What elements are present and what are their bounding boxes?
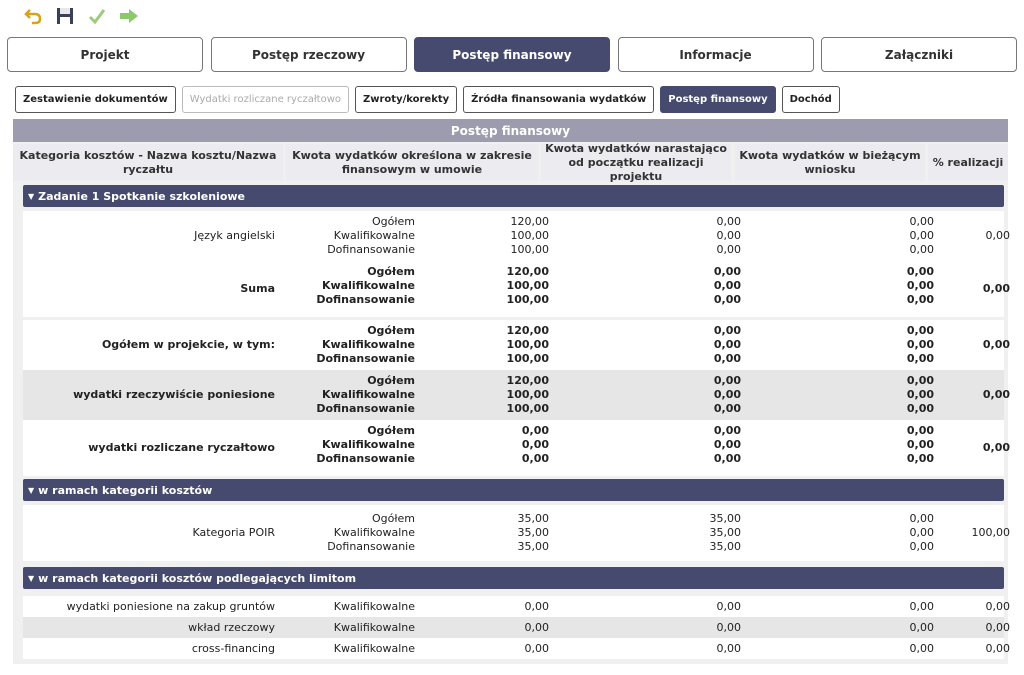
amount: 0,00 (906, 293, 934, 306)
group-cost-categories-label: w ramach kategorii kosztów (38, 483, 213, 497)
amount: 0,00 (906, 374, 934, 387)
finance-table (13, 119, 1008, 664)
amount: 100,00 (506, 388, 549, 401)
value-stack (273, 215, 415, 257)
group-task1-label: Zadanie 1 Spotkanie szkoleniowe (38, 189, 246, 203)
tab-postep-rzeczowy[interactable]: Postęp rzeczowy (211, 37, 407, 72)
value-stack (583, 512, 741, 554)
expand-triangle-icon: ▼ (28, 573, 35, 583)
amount: 0,00 (713, 324, 741, 337)
amount: 120,00 (510, 215, 549, 228)
amount: 0,00 (909, 512, 934, 525)
value-stack (273, 265, 415, 307)
pct-value: 0,00 (985, 229, 1010, 242)
amount: 0,00 (909, 243, 934, 256)
main-tabs (7, 37, 1017, 72)
amount: 35,00 (517, 512, 549, 525)
pct-value: 0,00 (982, 388, 1010, 401)
tab-postep-finansowy[interactable]: Postęp finansowy (414, 37, 610, 72)
row-name: wkład rzeczowy (188, 621, 275, 634)
amount: 0,00 (909, 526, 934, 539)
header-contract-amount: Kwota wydatków określona w zakresie finansowym w umowie (286, 144, 538, 181)
header-category: Kategoria kosztów - Nazwa kosztu/Nazwa ryczałtu (13, 144, 283, 181)
amount: 0,00 (909, 540, 934, 553)
value-stack (783, 215, 934, 257)
value-stack (783, 424, 934, 466)
amount: 0,00 (713, 279, 741, 292)
amount: 0,00 (906, 402, 934, 415)
header-cumulative-amount: Kwota wydatków narastająco od początku realizacji projektu (541, 144, 731, 181)
value-stack (423, 215, 549, 257)
row-name: Język angielski (194, 229, 275, 242)
pct-value: 0,00 (982, 441, 1010, 454)
value-label: Ogółem (367, 324, 415, 337)
value-stack (423, 512, 549, 554)
value-stack (783, 512, 934, 554)
value-label: Kwalifikowalne (321, 279, 415, 292)
amount: 100,00 (510, 229, 549, 242)
value-label: Kwalifikowalne (333, 621, 415, 634)
value-stack (273, 324, 415, 366)
amount: 0,00 (713, 424, 741, 437)
header-current-amount: Kwota wydatków w bieżącym wniosku (735, 144, 925, 181)
group-task1[interactable] (23, 185, 1004, 207)
amount: 35,00 (709, 540, 741, 553)
amount: 0,00 (713, 452, 741, 465)
undo-icon[interactable] (22, 5, 44, 27)
amount: 0,00 (524, 621, 549, 634)
value-label: Dofinansowanie (327, 243, 415, 256)
value-label: Kwalifikowalne (321, 388, 415, 401)
subtab-zrodla-finansowania[interactable]: Źródła finansowania wydatków (463, 86, 654, 113)
subtab-zwroty-korekty[interactable]: Zwroty/korekty (355, 86, 457, 113)
value-label: Dofinansowanie (316, 452, 415, 465)
amount: 0,00 (521, 452, 549, 465)
value-stack (583, 324, 741, 366)
table-row (23, 261, 1010, 317)
tab-informacje[interactable]: Informacje (618, 37, 814, 72)
amount: 0,00 (906, 438, 934, 451)
amount: 100,00 (506, 293, 549, 306)
amount: 100,00 (506, 279, 549, 292)
table-row (23, 420, 1010, 476)
row-name: wydatki poniesione na zakup gruntów (66, 600, 275, 613)
amount: 0,00 (713, 293, 741, 306)
value-stack (583, 374, 741, 416)
subtab-wydatki-ryczaltowo: Wydatki rozliczane ryczałtowo (182, 86, 349, 113)
amount: 35,00 (709, 512, 741, 525)
row-name: Kategoria POIR (192, 526, 275, 539)
amount: 0,00 (716, 642, 741, 655)
amount: 0,00 (713, 265, 741, 278)
amount: 0,00 (906, 352, 934, 365)
pct-value: 0,00 (985, 621, 1010, 634)
amount: 0,00 (906, 388, 934, 401)
amount: 0,00 (524, 600, 549, 613)
value-stack (423, 265, 549, 307)
table-row (23, 638, 1010, 659)
row-name: Suma (240, 282, 275, 295)
value-label: Kwalifikowalne (321, 338, 415, 351)
pct-value: 100,00 (971, 526, 1010, 539)
amount: 35,00 (709, 526, 741, 539)
amount: 120,00 (506, 265, 549, 278)
amount: 0,00 (716, 215, 741, 228)
amount: 35,00 (517, 526, 549, 539)
forward-arrow-icon[interactable] (118, 5, 140, 27)
amount: 0,00 (716, 621, 741, 634)
row-name: cross-financing (191, 642, 275, 655)
group-limited-label: w ramach kategorii kosztów podlegających limitom (38, 571, 357, 585)
pct-value: 0,00 (982, 282, 1010, 295)
table-title: Postęp finansowy (13, 119, 1008, 142)
row-name: wydatki rzeczywiście poniesione (73, 388, 275, 401)
pct-value: 0,00 (982, 338, 1010, 351)
amount: 0,00 (521, 424, 549, 437)
value-label: Ogółem (367, 265, 415, 278)
amount: 100,00 (506, 352, 549, 365)
amount: 0,00 (909, 642, 934, 655)
amount: 0,00 (906, 338, 934, 351)
subtab-dochod[interactable]: Dochód (782, 86, 840, 113)
amount: 0,00 (906, 424, 934, 437)
amount: 120,00 (506, 374, 549, 387)
amount: 0,00 (909, 621, 934, 634)
amount: 0,00 (713, 374, 741, 387)
amount: 120,00 (506, 324, 549, 337)
value-stack (273, 374, 415, 416)
subtab-postep-finansowy[interactable]: Postęp finansowy (660, 86, 775, 113)
value-label: Dofinansowanie (316, 293, 415, 306)
table-row (23, 320, 1010, 370)
amount: 0,00 (524, 642, 549, 655)
table-row (23, 596, 1010, 617)
value-stack (423, 424, 549, 466)
group-limited-categories[interactable] (23, 567, 1004, 589)
amount: 100,00 (510, 243, 549, 256)
value-label: Ogółem (367, 424, 415, 437)
value-label: Ogółem (367, 374, 415, 387)
amount: 100,00 (506, 402, 549, 415)
value-label: Kwalifikowalne (333, 526, 415, 539)
amount: 0,00 (716, 600, 741, 613)
table-row (23, 505, 1010, 561)
row-name: wydatki rozliczane ryczałtowo (88, 441, 275, 454)
amount: 0,00 (713, 338, 741, 351)
amount: 0,00 (713, 402, 741, 415)
value-stack (583, 424, 741, 466)
value-label: Kwalifikowalne (321, 438, 415, 451)
value-stack (273, 512, 415, 554)
amount: 0,00 (713, 438, 741, 451)
subtab-zestawienie-dokumentow[interactable]: Zestawienie dokumentów (15, 86, 176, 113)
value-label: Kwalifikowalne (333, 229, 415, 242)
amount: 0,00 (909, 600, 934, 613)
value-stack (783, 265, 934, 307)
amount: 0,00 (906, 452, 934, 465)
value-stack (273, 424, 415, 466)
table-row (23, 211, 1010, 261)
expand-triangle-icon: ▼ (28, 191, 35, 201)
value-stack (783, 374, 934, 416)
amount: 0,00 (909, 215, 934, 228)
value-label: Kwalifikowalne (333, 600, 415, 613)
value-stack (583, 215, 741, 257)
row-name: Ogółem w projekcie, w tym: (101, 338, 275, 351)
pct-value: 0,00 (985, 600, 1010, 613)
save-icon[interactable] (54, 5, 76, 27)
value-stack (583, 265, 741, 307)
table-row (23, 617, 1010, 638)
value-label: Dofinansowanie (316, 402, 415, 415)
amount: 0,00 (713, 352, 741, 365)
tab-zalaczniki[interactable]: Załączniki (821, 37, 1017, 72)
tab-projekt[interactable]: Projekt (7, 37, 203, 72)
amount: 0,00 (906, 279, 934, 292)
table-row (23, 370, 1010, 420)
check-icon[interactable] (86, 5, 108, 27)
amount: 0,00 (906, 265, 934, 278)
amount: 0,00 (713, 388, 741, 401)
sub-tabs (15, 86, 840, 113)
amount: 0,00 (716, 229, 741, 242)
value-stack (423, 324, 549, 366)
header-pct: % realizacji (928, 144, 1008, 181)
expand-triangle-icon: ▼ (28, 485, 35, 495)
value-stack (423, 374, 549, 416)
amount: 100,00 (506, 338, 549, 351)
amount: 0,00 (716, 243, 741, 256)
amount: 0,00 (521, 438, 549, 451)
value-label: Ogółem (372, 512, 415, 525)
value-label: Ogółem (372, 215, 415, 228)
value-label: Kwalifikowalne (333, 642, 415, 655)
amount: 0,00 (909, 229, 934, 242)
toolbar (22, 4, 140, 28)
amount: 35,00 (517, 540, 549, 553)
value-label: Dofinansowanie (327, 540, 415, 553)
group-cost-categories[interactable] (23, 479, 1004, 501)
value-label: Dofinansowanie (316, 352, 415, 365)
amount: 0,00 (906, 324, 934, 337)
pct-value: 0,00 (985, 642, 1010, 655)
value-stack (783, 324, 934, 366)
